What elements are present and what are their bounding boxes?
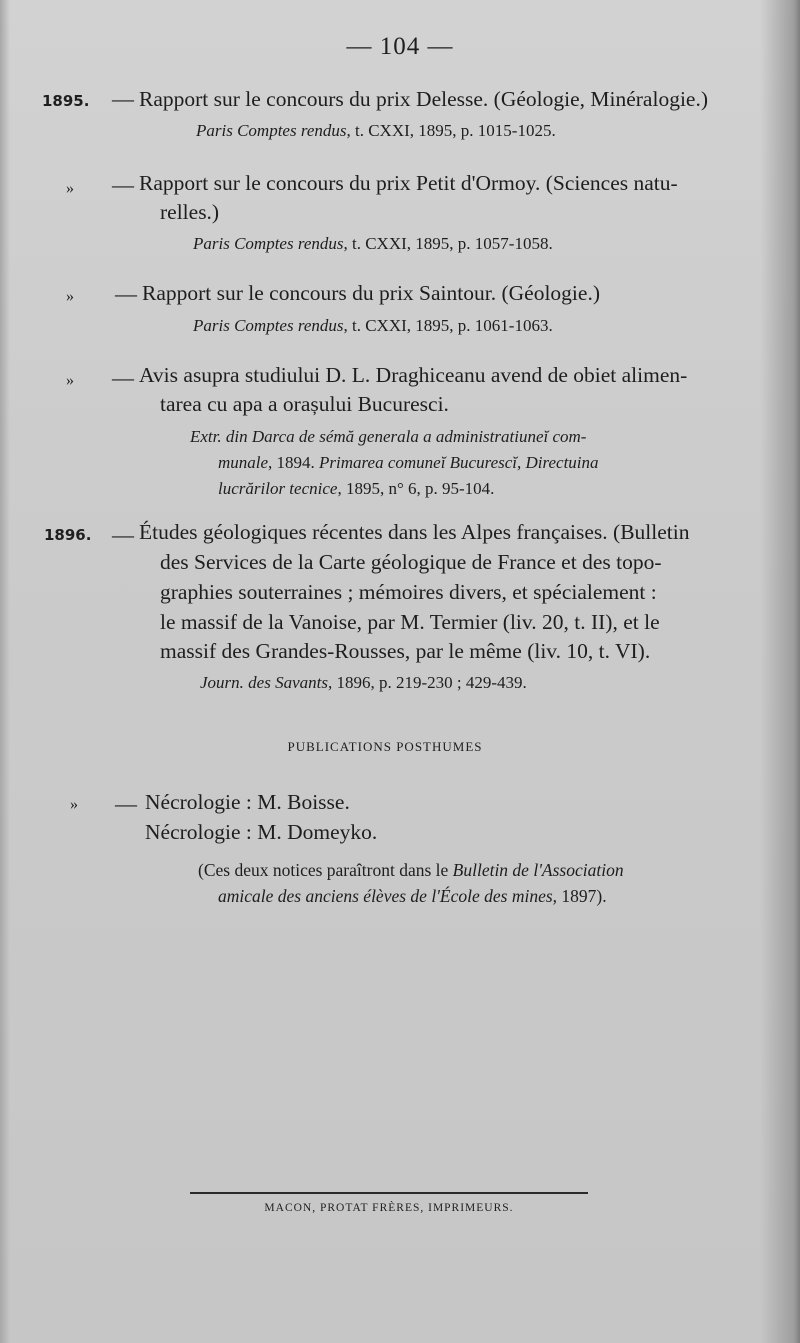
note-text: , 1897).	[552, 886, 607, 906]
entry-title-line: tarea cu apa a orașului Bucuresci.	[160, 392, 449, 416]
entry-title-line: relles.)	[160, 200, 220, 224]
entry-dash: —	[115, 281, 137, 306]
source-journal: Paris Comptes rendus	[193, 316, 344, 335]
entry-title-line: Études géologiques récentes dans les Alpes françaises. (Bulletin	[139, 520, 690, 544]
entry-source	[193, 314, 553, 338]
footer-rule	[190, 1192, 588, 1194]
note-text: Bulletin de l'Association	[452, 860, 624, 880]
entry-dash: —	[112, 172, 134, 197]
page-edge-shadow-left	[0, 0, 10, 1343]
source-text: , 1895, n° 6, p. 95-104.	[337, 479, 495, 498]
entry-source	[196, 119, 556, 143]
source-text: , 1894.	[268, 453, 320, 472]
source-text: Primarea comuneĭ Bucurescĭ, Directuina	[319, 453, 599, 472]
entry-title-line: graphies souterraines ; mémoires divers, et spécialement :	[160, 580, 657, 604]
entry-title-line: le massif de la Vanoise, par M. Termier (liv. 20, t. II), et le	[160, 610, 660, 634]
entry-title-line: Rapport sur le concours du prix Petit d'Ormoy. (Sciences natu-	[139, 171, 678, 195]
entry-title-line: Nécrologie : M. Boisse.	[145, 790, 350, 814]
source-details: , t. CXXI, 1895, p. 1061-1063.	[343, 316, 553, 335]
entry-source-line	[218, 451, 599, 475]
note-text: amicale des anciens élèves de l'École des mines	[218, 886, 553, 906]
entry-dash: —	[112, 365, 134, 390]
posthumous-note-line	[198, 857, 624, 883]
ditto-mark: »	[70, 796, 78, 813]
ditto-mark: »	[66, 372, 74, 389]
entry-title-line: Nécrologie : M. Domeyko.	[145, 820, 378, 844]
source-details: , t. CXXI, 1895, p. 1015-1025.	[346, 121, 556, 140]
entry-source	[200, 671, 527, 695]
entry-title-line: Rapport sur le concours du prix Delesse. (Géologie, Minéralogie.)	[139, 87, 708, 111]
source-details: , 1896, p. 219-230 ; 429-439.	[327, 673, 527, 692]
entry-dash: —	[112, 86, 134, 111]
source-journal: Paris Comptes rendus	[196, 121, 347, 140]
source-text: munale	[218, 453, 269, 472]
source-journal: Journ. des Savants	[200, 673, 328, 692]
entry-title-line: massif des Grandes-Rousses, par le même (liv. 10, t. VI).	[160, 639, 651, 663]
entry-dash: —	[112, 522, 134, 547]
entry-year: 1895.	[42, 92, 90, 110]
source-details: , t. CXXI, 1895, p. 1057-1058.	[343, 234, 553, 253]
ditto-mark: »	[66, 288, 74, 305]
section-heading: PUBLICATIONS POSTHUMES	[287, 739, 483, 754]
note-text: (Ces deux notices paraîtront dans le	[198, 860, 453, 880]
entry-year: 1896.	[44, 526, 92, 544]
entry-title-line: Rapport sur le concours du prix Saintour. (Géologie.)	[142, 281, 600, 305]
entry-dash: —	[115, 791, 137, 816]
entry-title-line: Avis asupra studiului D. L. Draghiceanu avend de obiet alimen-	[139, 363, 688, 387]
page-number: — 104 —	[346, 33, 454, 60]
entry-source	[193, 232, 553, 256]
source-text: Extr. din Darca de sémă generala a administratiuneĭ com-	[190, 427, 587, 446]
ditto-mark: »	[66, 180, 74, 197]
entry-source-line	[190, 425, 586, 449]
entry-source-line	[218, 477, 494, 501]
source-journal: Paris Comptes rendus	[193, 234, 344, 253]
page-edge-shadow-right	[760, 0, 800, 1343]
entry-title-line: des Services de la Carte géologique de France et des topo-	[160, 550, 662, 574]
printer-imprint: MACON, PROTAT FRÈRES, IMPRIMEURS.	[264, 1202, 514, 1214]
source-text: lucrărilor tecnice	[218, 479, 338, 498]
posthumous-note-line	[218, 883, 607, 909]
